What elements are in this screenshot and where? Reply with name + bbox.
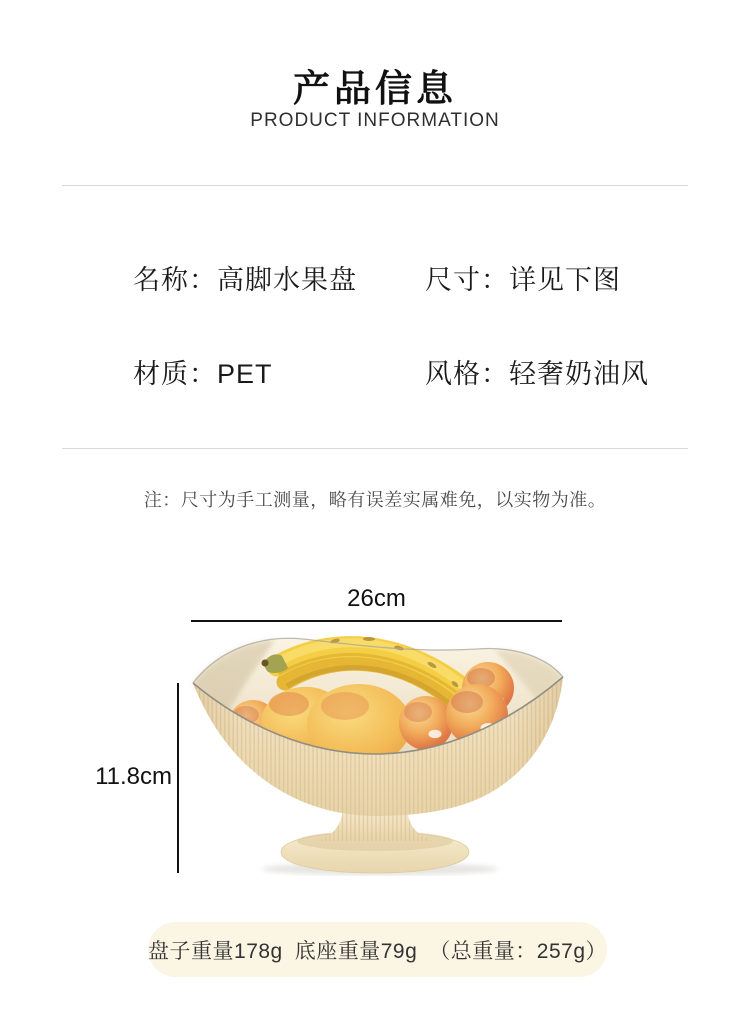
divider-bottom [62, 448, 688, 449]
plate-weight: 盘子重量178g [148, 939, 283, 963]
spec-name-label: 名称： [133, 265, 217, 295]
spec-size-value: 详见下图 [509, 265, 621, 295]
divider-top [62, 185, 688, 186]
spec-size-label: 尺寸： [425, 265, 509, 295]
spec-material-value: PET [217, 359, 273, 389]
base-weight: 底座重量79g [294, 939, 418, 963]
total-weight: （总重量：257g） [429, 939, 607, 963]
spec-style-label: 风格： [425, 359, 509, 389]
fruit-bowl-photo [185, 628, 577, 876]
spec-style [425, 352, 649, 391]
width-dimension-label: 26cm [347, 585, 406, 612]
spec-name [133, 258, 357, 297]
width-dimension-line [191, 620, 562, 622]
spec-material-label: 材质： [133, 359, 217, 389]
weight-summary-badge [148, 922, 607, 977]
spec-name-value: 高脚水果盘 [217, 265, 357, 295]
peach [399, 696, 453, 750]
spec-style-value: 轻奢奶油风 [509, 359, 649, 389]
spec-size [425, 258, 621, 297]
spec-material [133, 352, 273, 391]
height-dimension-line [177, 683, 179, 873]
measurement-note: 注：尺寸为手工测量，略有误差实属难免，以实物为准。 [143, 490, 607, 510]
height-dimension-label: 11.8cm [95, 763, 172, 790]
page-subtitle: PRODUCT INFORMATION [250, 110, 500, 131]
page-title: 产品信息 [293, 68, 457, 109]
